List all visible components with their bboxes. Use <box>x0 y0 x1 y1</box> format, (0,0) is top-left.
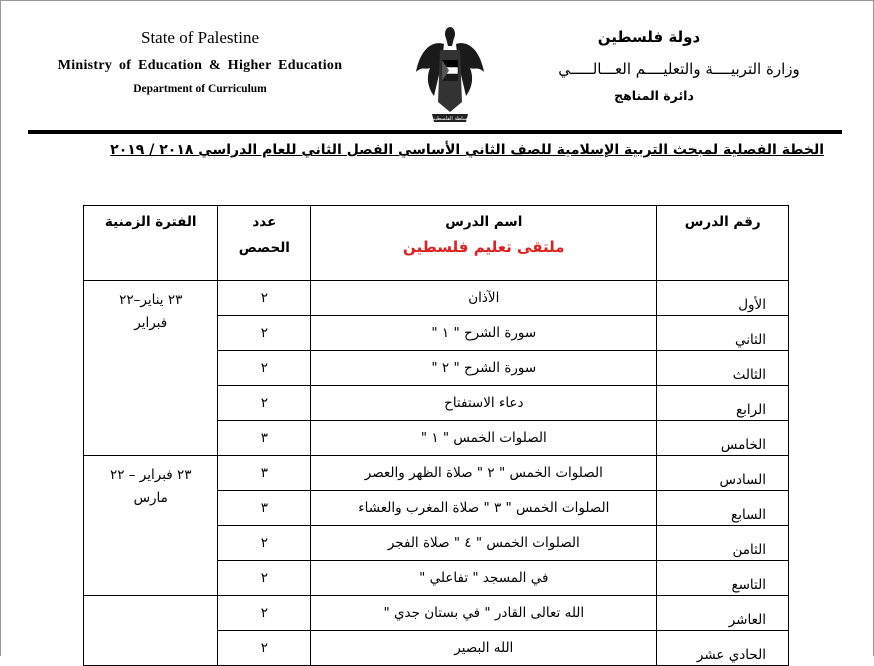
arabic-department: دائرة المناهج <box>614 88 694 103</box>
lesson-name: الصلوات الخمس " ١ " <box>311 421 657 456</box>
lesson-number: الحادي عشر <box>657 631 789 666</box>
emblem-caption: السلطة الفلسطينية <box>429 116 471 122</box>
table-row <box>84 596 789 631</box>
timeframe-cell <box>84 281 218 456</box>
lesson-name: الصلوات الخمس " ٢ " صلاة الظهر والعصر <box>311 456 657 491</box>
timeframe-line1: ٢٣ فبراير – ٢٢ <box>109 467 192 483</box>
english-header <box>30 28 370 95</box>
lesson-name: في المسجد " تفاعلي " <box>311 561 657 596</box>
periods-count: ٢ <box>218 351 311 386</box>
timeframe-cell-empty <box>84 596 218 666</box>
header-lesson-number: رقم الدرس <box>657 206 789 281</box>
header-periods-line2: الحصص <box>238 240 290 256</box>
lesson-number: الثاني <box>657 316 789 351</box>
lesson-name: الآذان <box>311 281 657 316</box>
periods-count: ٣ <box>218 421 311 456</box>
timeframe-line1: ٢٣ يناير–٢٢ <box>119 292 183 308</box>
periods-count: ٢ <box>218 526 311 561</box>
periods-count: ٢ <box>218 631 311 666</box>
table-row <box>84 456 789 491</box>
table-row <box>84 281 789 316</box>
lesson-name: الصلوات الخمس " ٤ " صلاة الفجر <box>311 526 657 561</box>
palestine-eagle-emblem-icon <box>412 22 488 126</box>
header-lesson-name-label: اسم الدرس <box>445 214 523 230</box>
english-department: Department of Curriculum <box>133 83 267 95</box>
periods-count: ٢ <box>218 316 311 351</box>
timeframe-cell <box>84 456 218 596</box>
lesson-number: السابع <box>657 491 789 526</box>
arabic-header <box>524 28 834 103</box>
plan-title: الخطة الفصلية لمبحث التربية الإسلامية للصف الثاني الأساسي الفصل الثاني للعام الدراسي ٢٠١٨ / ٢٠١٩ <box>110 142 824 158</box>
table-header-row <box>84 206 789 281</box>
lesson-number: العاشر <box>657 596 789 631</box>
timeframe-line2: مارس <box>133 489 168 506</box>
lesson-number: التاسع <box>657 561 789 596</box>
header-periods-line1: عدد <box>252 214 277 230</box>
english-state: State of Palestine <box>140 28 260 47</box>
lesson-name: الصلوات الخمس " ٣ " صلاة المغرب والعشاء <box>311 491 657 526</box>
lesson-number: الرابع <box>657 386 789 421</box>
periods-count: ٣ <box>218 456 311 491</box>
lesson-name: سورة الشرح " ١ " <box>311 316 657 351</box>
lesson-number: الثالث <box>657 351 789 386</box>
arabic-state: دولة فلسطين <box>597 28 701 46</box>
header-lesson-name <box>311 206 657 281</box>
lesson-name: سورة الشرح " ٢ " <box>311 351 657 386</box>
header-divider <box>28 130 842 134</box>
arabic-ministry: وزارة التربيــــة والتعليــــم العـــالـــــي <box>558 60 800 78</box>
lesson-number: الخامس <box>657 421 789 456</box>
periods-count: ٢ <box>218 561 311 596</box>
lesson-name: دعاء الاستفتاح <box>311 386 657 421</box>
lesson-name: الله البصير <box>311 631 657 666</box>
lesson-name: الله تعالى القادر " في بستان جدي " <box>311 596 657 631</box>
lesson-number: الأول <box>657 281 789 316</box>
brand-label: ملتقى تعليم فلسطين <box>403 238 565 256</box>
periods-count: ٢ <box>218 386 311 421</box>
periods-count: ٣ <box>218 491 311 526</box>
timeframe-line2: فبراير <box>134 314 168 331</box>
lesson-number: السادس <box>657 456 789 491</box>
periods-count: ٢ <box>218 596 311 631</box>
english-ministry: Ministry of Education & Higher Education <box>57 58 343 73</box>
lesson-number: الثامن <box>657 526 789 561</box>
header-periods <box>218 206 311 281</box>
periods-count: ٢ <box>218 281 311 316</box>
header-timeframe: الفترة الزمنية <box>84 206 218 281</box>
lesson-plan-table <box>83 205 789 666</box>
